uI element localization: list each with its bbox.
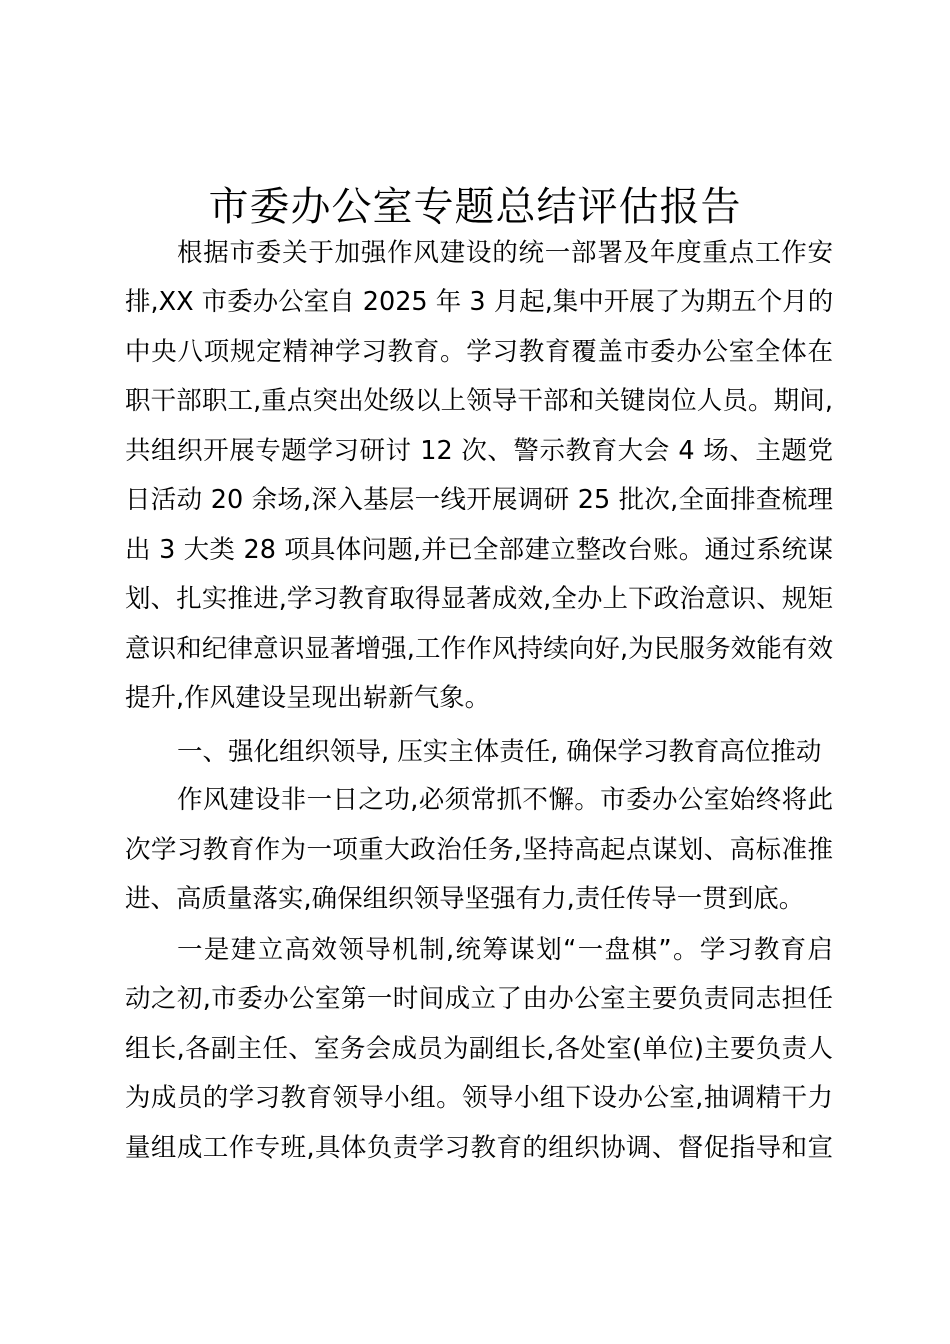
text-line: 排,XX 市委办公室自 2025 年 3 月起,集中开展了为期五个月的 [125, 287, 834, 317]
text-line: 量组成工作专班,具体负责学习教育的组织协调、督促指导和宣 [125, 1133, 833, 1163]
text-line: 划、扎实推进,学习教育取得显著成效,全办上下政治意识、规矩 [125, 584, 833, 614]
text-line: 根据市委关于加强作风建设的统一部署及年度重点工作安 [177, 238, 833, 268]
text-line: 进、高质量落实,确保组织领导坚强有力,责任传导一贯到底。 [125, 884, 805, 914]
text-line: 为成员的学习教育领导小组。领导小组下设办公室,抽调精干力 [125, 1083, 833, 1113]
text-line: 中央八项规定精神学习教育。学习教育覆盖市委办公室全体在 [125, 337, 833, 367]
text-line: 组长,各副主任、室务会成员为副组长,各处室(单位)主要负责人 [125, 1034, 833, 1064]
section-heading-text: 一、强化组织领导, 压实主体责任, 确保学习教育高位推动 [177, 737, 822, 767]
text-line: 职干部职工,重点突出处级以上领导干部和关键岗位人员。期间, [125, 386, 833, 416]
text-line: 共组织开展专题学习研讨 12 次、警示教育大会 4 场、主题党 [125, 436, 833, 466]
text-line: 日活动 20 余场,深入基层一线开展调研 25 批次,全面排查梳理 [125, 485, 833, 515]
text-line: 出 3 大类 28 项具体问题,并已全部建立整改台账。通过系统谋 [125, 535, 833, 565]
text-line: 次学习教育作为一项重大政治任务,坚持高起点谋划、高标准推 [125, 835, 833, 865]
text-line: 意识和纪律意识显著增强,工作作风持续向好,为民服务效能有效 [125, 634, 833, 664]
text-line: 一是建立高效领导机制,统筹谋划“一盘棋”。学习教育启 [177, 935, 833, 965]
text-line: 作风建设非一日之功,必须常抓不懈。市委办公室始终将此 [177, 785, 833, 815]
text-line: 提升,作风建设呈现出崭新气象。 [125, 683, 491, 713]
text-line: 动之初,市委办公室第一时间成立了由办公室主要负责同志担任 [125, 984, 833, 1014]
document-title: 市委办公室专题总结评估报告 [208, 184, 742, 230]
